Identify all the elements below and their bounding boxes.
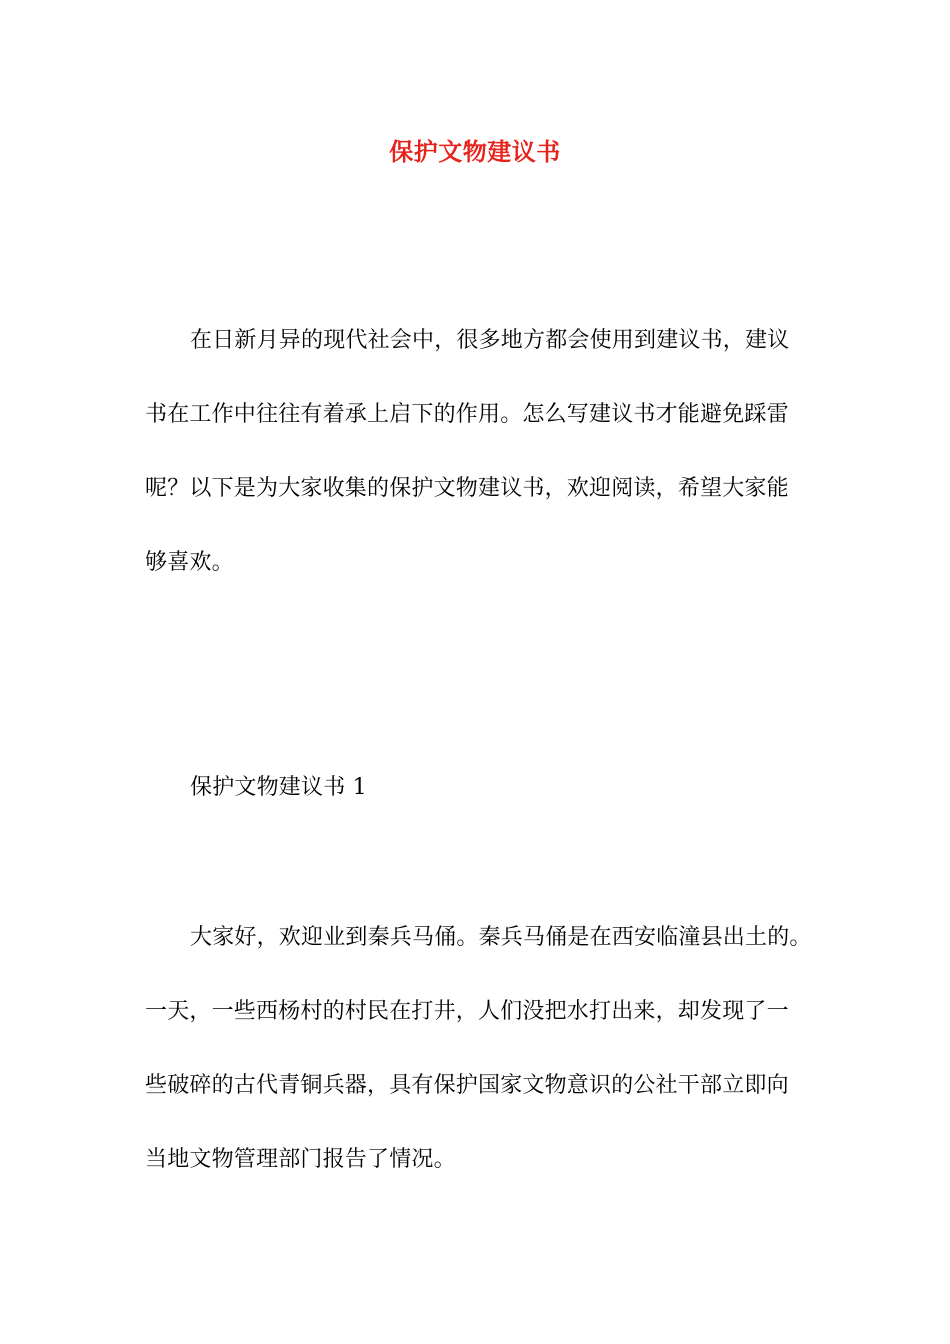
body-paragraph-line-1: 大家好，欢迎业到秦兵马俑。秦兵马俑是在西安临潼县出土的。: [190, 925, 812, 950]
intro-paragraph-line-1: 在日新月异的现代社会中，很多地方都会使用到建议书，建议: [190, 328, 790, 353]
section-heading: 保护文物建议书 1: [190, 775, 367, 800]
document-title: 保护文物建议书: [389, 137, 561, 166]
intro-paragraph-line-3: 呢？以下是为大家收集的保护文物建议书，欢迎阅读，希望大家能: [145, 476, 789, 501]
body-paragraph-line-2: 一天，一些西杨村的村民在打井，人们没把水打出来，却发现了一: [145, 999, 789, 1024]
body-paragraph-line-3: 些破碎的古代青铜兵器，具有保护国家文物意识的公社干部立即向: [145, 1073, 789, 1098]
body-paragraph-line-4: 当地文物管理部门报告了情况。: [145, 1147, 456, 1172]
intro-paragraph-line-2: 书在工作中往往有着承上启下的作用。怎么写建议书才能避免踩雷: [145, 402, 789, 427]
intro-paragraph-line-4: 够喜欢。: [145, 550, 234, 575]
